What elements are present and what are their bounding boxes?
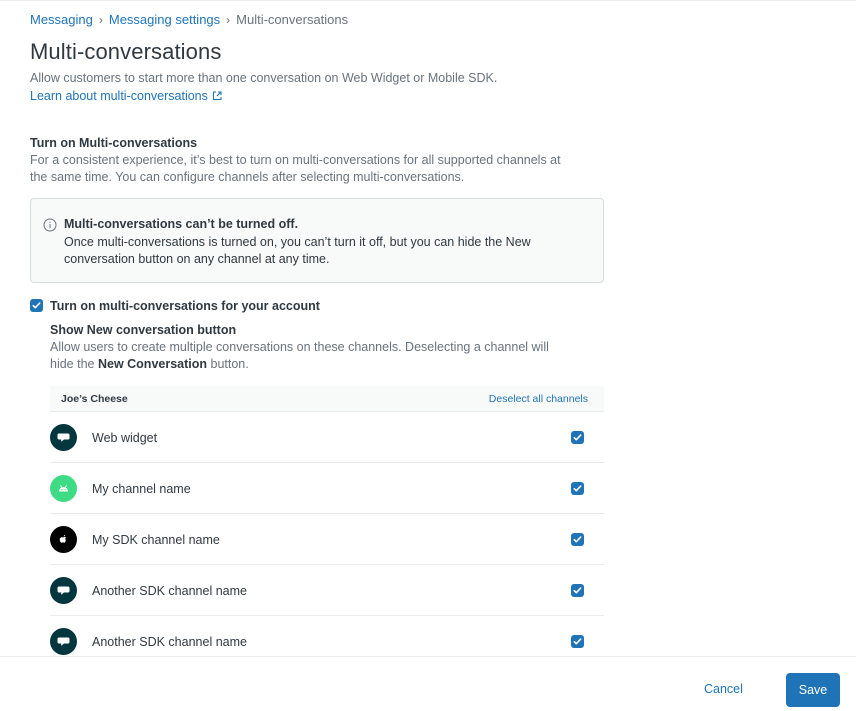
channel-checkbox[interactable]: [571, 482, 584, 495]
breadcrumb-messaging-settings[interactable]: Messaging settings: [108, 12, 221, 27]
breadcrumb-current: Multi-conversations: [236, 12, 349, 27]
breadcrumb: [30, 12, 348, 28]
checkmark-icon: [573, 586, 582, 595]
channels-table: [50, 386, 604, 656]
checkmark-icon: [573, 535, 582, 544]
channel-row: [50, 463, 604, 514]
channel-name: Another SDK channel name: [92, 635, 247, 649]
show-button-description: [50, 339, 560, 373]
checkmark-icon: [32, 301, 41, 310]
breadcrumb-messaging[interactable]: Messaging: [30, 12, 93, 27]
chevron-right-icon: ›: [98, 13, 103, 27]
cancel-button[interactable]: Cancel: [704, 679, 743, 699]
section-description: For a consistent experience, it’s best to turn on multi-conversations for all supported channels at the same time. You can configure channels after selecting multi-conversations.: [30, 153, 561, 184]
channel-row: [50, 565, 604, 616]
checkmark-icon: [573, 637, 582, 646]
learn-more-link[interactable]: [30, 88, 222, 104]
show-button-title: Show New conversation button: [50, 323, 237, 337]
section-title: Turn on Multi-conversations: [30, 136, 198, 150]
desc-text-end: button.: [207, 357, 249, 371]
notice-body: Once multi-conversations is turned on, you can’t turn it off, but you can hide the New conversation button on any channel at any time.: [64, 235, 531, 266]
desc-text: Allow users to create multiple conversations on these channels. Deselecting a channel will hide the: [50, 340, 549, 371]
external-link-icon: [212, 91, 222, 101]
channel-avatar: [50, 424, 77, 451]
learn-more-label: Learn about multi-conversations: [30, 89, 208, 103]
page-title: Multi-conversations: [30, 39, 222, 64]
channel-row: [50, 412, 604, 463]
info-icon: [43, 218, 57, 232]
main-content: [30, 0, 630, 656]
desc-bold-text: New Conversation: [97, 357, 208, 371]
account-multi-conversations-label[interactable]: Turn on multi-conversations for your account: [50, 299, 320, 313]
notice-title: Multi-conversations can’t be turned off.: [64, 217, 299, 231]
channel-row: [50, 616, 604, 656]
channel-name: My SDK channel name: [92, 533, 220, 547]
channel-name: Another SDK channel name: [92, 584, 247, 598]
channel-checkbox[interactable]: [571, 584, 584, 597]
channels-table-header: [50, 386, 604, 412]
channel-avatar: [50, 628, 77, 655]
channel-avatar: [50, 475, 77, 502]
channel-avatar: [50, 526, 77, 553]
action-footer: [0, 656, 856, 711]
info-notice: [30, 198, 604, 283]
save-button[interactable]: Save: [786, 673, 840, 707]
checkmark-icon: [573, 484, 582, 493]
deselect-all-channels-link[interactable]: Deselect all channels: [488, 393, 588, 405]
chat-bubble-icon: [57, 431, 70, 444]
channel-row: [50, 514, 604, 565]
channel-name: My channel name: [92, 482, 191, 496]
android-icon: [57, 482, 70, 495]
channel-avatar: [50, 577, 77, 604]
brand-name: Joe’s Cheese: [61, 393, 128, 405]
channel-checkbox[interactable]: [571, 431, 584, 444]
page-description: Allow customers to start more than one conversation on Web Widget or Mobile SDK.: [30, 71, 498, 85]
channel-checkbox[interactable]: [571, 635, 584, 648]
apple-icon: [57, 533, 70, 546]
checkmark-icon: [573, 433, 582, 442]
chat-bubble-icon: [57, 635, 70, 648]
channel-checkbox[interactable]: [571, 533, 584, 546]
account-multi-conversations-checkbox[interactable]: [30, 299, 43, 312]
chat-bubble-icon: [57, 584, 70, 597]
chevron-right-icon: ›: [226, 13, 231, 27]
channel-name: Web widget: [92, 431, 158, 445]
